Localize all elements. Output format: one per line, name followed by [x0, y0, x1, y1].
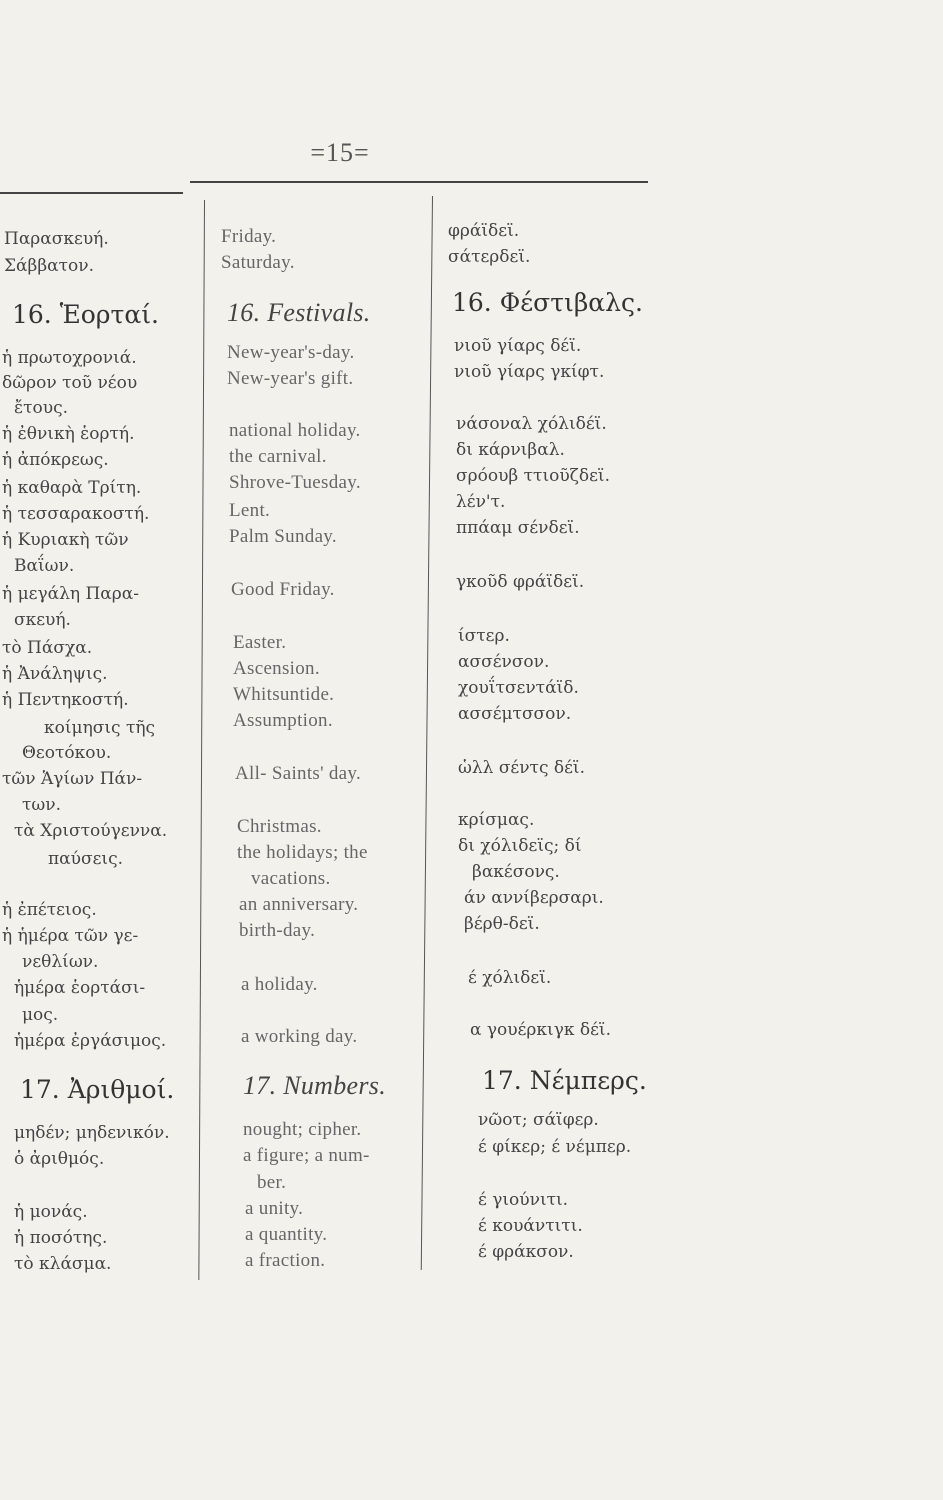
- transliteration-entry: σάτερδεϊ.: [448, 247, 531, 267]
- transliteration-entry: έ γιούνιτι.: [478, 1190, 569, 1210]
- english-entry: Ascension.: [233, 658, 320, 679]
- greek-entry: Βαΐων.: [14, 556, 75, 576]
- english-entry: Good Friday.: [231, 579, 335, 600]
- english-entry: New-year's gift.: [227, 368, 354, 389]
- top-rule-left: [0, 192, 183, 194]
- column-divider-right: [421, 196, 433, 1270]
- transliteration-entry: φράϊδεϊ.: [448, 221, 520, 241]
- page-number: =15=: [310, 138, 370, 167]
- transliteration-entry: ππάαμ σένδεϊ.: [456, 518, 580, 538]
- greek-entry: τῶν Ἁγίων Πάν-: [2, 769, 143, 789]
- greek-entry: ἡ πρωτοχρονιά.: [2, 348, 137, 368]
- english-entry: Christmas.: [237, 816, 322, 837]
- transliteration-entry: χουΐτσεντάϊδ.: [458, 678, 579, 698]
- transliteration-entry: ίστερ.: [458, 626, 510, 646]
- english-section-heading: 16. Festivals.: [227, 298, 371, 327]
- greek-entry: ἡμέρα ἐργάσιμος.: [14, 1031, 167, 1051]
- transliteration-entry: ασσέμτσσον.: [458, 704, 572, 724]
- greek-section-heading: 16. Ἑορταί.: [12, 300, 159, 329]
- english-entry: the holidays; the: [237, 842, 368, 863]
- greek-entry: ὁ ἀριθμός.: [14, 1149, 105, 1169]
- english-entry: a fraction.: [245, 1250, 326, 1271]
- transliteration-entry: λέν'τ.: [456, 492, 506, 512]
- greek-entry: Παρασκευή.: [4, 229, 109, 249]
- english-entry: a holiday.: [241, 974, 318, 995]
- transliteration-entry: βακέσονς.: [472, 862, 560, 882]
- greek-entry: παύσεις.: [48, 849, 123, 869]
- transliteration-entry: βέρθ-δεϊ.: [464, 914, 540, 934]
- greek-section-heading: 17. Ἀριθμοί.: [20, 1075, 175, 1104]
- transliteration-entry: κρίσμας.: [458, 810, 535, 830]
- transliteration-entry: έ χόλιδεϊ.: [468, 968, 552, 988]
- english-entry: nought; cipher.: [243, 1119, 362, 1140]
- transliteration-entry: α γουέρκιγκ δέϊ.: [470, 1020, 612, 1040]
- transliteration-entry: νάσοναλ χόλιδέϊ.: [456, 414, 607, 434]
- english-entry: a quantity.: [245, 1224, 328, 1245]
- transliteration-entry: άν αννίβερσαρι.: [464, 888, 604, 908]
- greek-entry: τὸ κλάσμα.: [14, 1254, 112, 1274]
- greek-entry: ἡ Πεντηκοστή.: [2, 690, 129, 710]
- greek-entry: ἡμέρα ἑορτάσι-: [14, 978, 146, 998]
- english-entry: Lent.: [229, 500, 271, 521]
- transliteration-entry: έ φράκσον.: [478, 1242, 574, 1262]
- english-entry: All- Saints' day.: [235, 763, 362, 784]
- english-entry: birth-day.: [239, 920, 316, 941]
- greek-entry: των.: [22, 795, 62, 815]
- english-entry: Friday.: [221, 226, 277, 247]
- transliteration-entry: γκοῦδ φράϊδεϊ.: [456, 572, 585, 592]
- greek-entry: μηδέν; μηδενικόν.: [14, 1123, 170, 1143]
- english-section-heading: 17. Numbers.: [243, 1071, 386, 1100]
- english-entry: ber.: [257, 1172, 287, 1193]
- transliteration-entry: δι χόλιδεϊς; δί: [458, 836, 582, 856]
- greek-entry: ἡ ποσότης.: [14, 1228, 108, 1248]
- greek-entry: τὰ Χριστούγεννα.: [14, 821, 168, 841]
- column-divider-left: [198, 200, 205, 1280]
- transliteration-entry: νιοῦ γίαρς γκίφτ.: [454, 362, 605, 382]
- greek-entry: ἡ μονάς.: [14, 1202, 88, 1222]
- transliteration-section-heading: 16. Φέστιβαλς.: [452, 288, 643, 317]
- greek-entry: ἡ τεσσαρακοστή.: [2, 504, 150, 524]
- english-entry: a figure; a num-: [243, 1145, 370, 1166]
- greek-entry: ἡ μεγάλη Παρα-: [2, 584, 139, 604]
- transliteration-section-heading: 17. Νέμπερς.: [482, 1066, 647, 1095]
- greek-entry: ἡ Κυριακὴ τῶν: [2, 530, 129, 550]
- greek-entry: ἡ ἀπόκρεως.: [2, 450, 109, 470]
- english-entry: Palm Sunday.: [229, 526, 337, 547]
- english-entry: an anniversary.: [239, 894, 359, 915]
- greek-entry: μος.: [22, 1005, 59, 1025]
- english-entry: Easter.: [233, 632, 287, 653]
- english-entry: national holiday.: [229, 420, 361, 441]
- top-rule-right: [190, 181, 648, 183]
- english-entry: a unity.: [245, 1198, 304, 1219]
- greek-entry: ἡ ἐπέτειος.: [2, 900, 97, 920]
- english-entry: vacations.: [251, 868, 331, 889]
- greek-entry: ἡ ἡμέρα τῶν γε-: [2, 926, 139, 946]
- transliteration-entry: ασσένσον.: [458, 652, 550, 672]
- english-entry: Saturday.: [221, 252, 295, 273]
- english-entry: Shrove-Tuesday.: [229, 472, 361, 493]
- english-entry: Assumption.: [233, 710, 333, 731]
- greek-entry: σκευή.: [14, 610, 71, 630]
- greek-entry: ἡ Ἀνάληψις.: [2, 664, 108, 684]
- english-entry: New-year's-day.: [227, 342, 355, 363]
- greek-entry: δῶρον τοῦ νέου: [2, 373, 138, 393]
- transliteration-entry: δι κάρνιβαλ.: [456, 440, 565, 460]
- greek-entry: ἔτους.: [14, 398, 69, 418]
- greek-entry: Σάββατον.: [4, 256, 95, 276]
- english-entry: a working day.: [241, 1026, 358, 1047]
- english-entry: Whitsuntide.: [233, 684, 335, 705]
- transliteration-entry: έ κουάντιτι.: [478, 1216, 583, 1236]
- transliteration-entry: έ φίκερ; έ νέμπερ.: [478, 1137, 632, 1157]
- transliteration-entry: νιοῦ γίαρς δέϊ.: [454, 336, 582, 356]
- greek-entry: νεθλίων.: [22, 952, 99, 972]
- transliteration-entry: ὡλλ σέντς δέϊ.: [458, 758, 586, 778]
- transliteration-entry: σρόουβ ττιοῦζδεϊ.: [456, 466, 611, 486]
- greek-entry: κοίμησις τῆς: [44, 718, 156, 738]
- greek-entry: ἡ ἐθνικὴ ἑορτή.: [2, 424, 135, 444]
- greek-entry: ἡ καθαρὰ Τρίτη.: [2, 478, 142, 498]
- greek-entry: τὸ Πάσχα.: [2, 638, 93, 658]
- english-entry: the carnival.: [229, 446, 327, 467]
- transliteration-entry: νῶοτ; σάϊφερ.: [478, 1110, 599, 1130]
- greek-entry: Θεοτόκου.: [22, 743, 112, 763]
